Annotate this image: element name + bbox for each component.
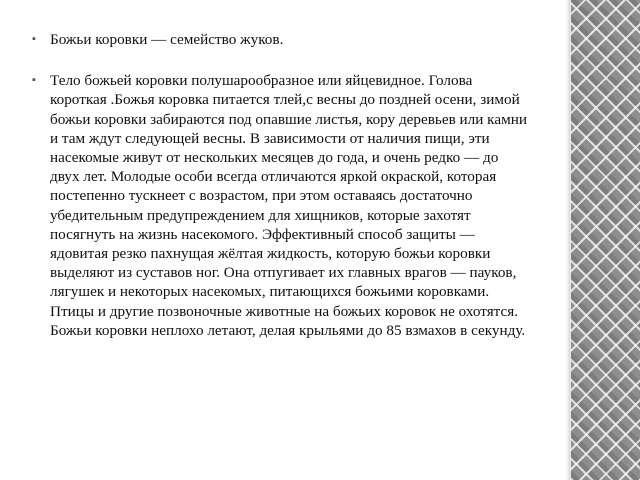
bullet-item: [30, 30, 530, 49]
slide-body: [30, 30, 530, 340]
bullet-text: Тело божьей коровки полушарообразное или яйцевидное. Голова короткая .Божья коровка питается тлей,с весны до поздней осени, зимой божьи коровки забираются под опавшие листья, кору деревьев или камни и там ждут следующей весны. В зависимости от наличия пищи, эти насекомые живут от нескольких месяцев до года, и очень редко — до двух лет. Молодые особи всегда отличаются яркой окраской, которая постепенно тускнеет с возрастом, при этом оставаясь достаточно убедительным предупреждением для хищников, которые захотят посягнуть на жизнь насекомого. Эффективный способ защиты — ядовитая резко пахнущая жёлтая жидкость, которую божьи коровки выделяют из суставов ног. Она отпугивает их главных врагов — пауков, лягушек и некоторых насекомых, питающихся божьими коровками. Птицы и другие позвоночные животные на божьих коровок не охотятся. Божьи коровки неплохо летают, делая крыльями до 85 взмахов в секунду.: [50, 72, 527, 339]
bullet-marker-icon: ▪: [32, 33, 36, 45]
bullet-marker-icon: ▪: [32, 74, 36, 87]
decorative-pattern-strip: [570, 0, 640, 480]
bullet-text: Божьи коровки — семейство жуков.: [50, 31, 284, 48]
bullet-item: [30, 71, 530, 340]
